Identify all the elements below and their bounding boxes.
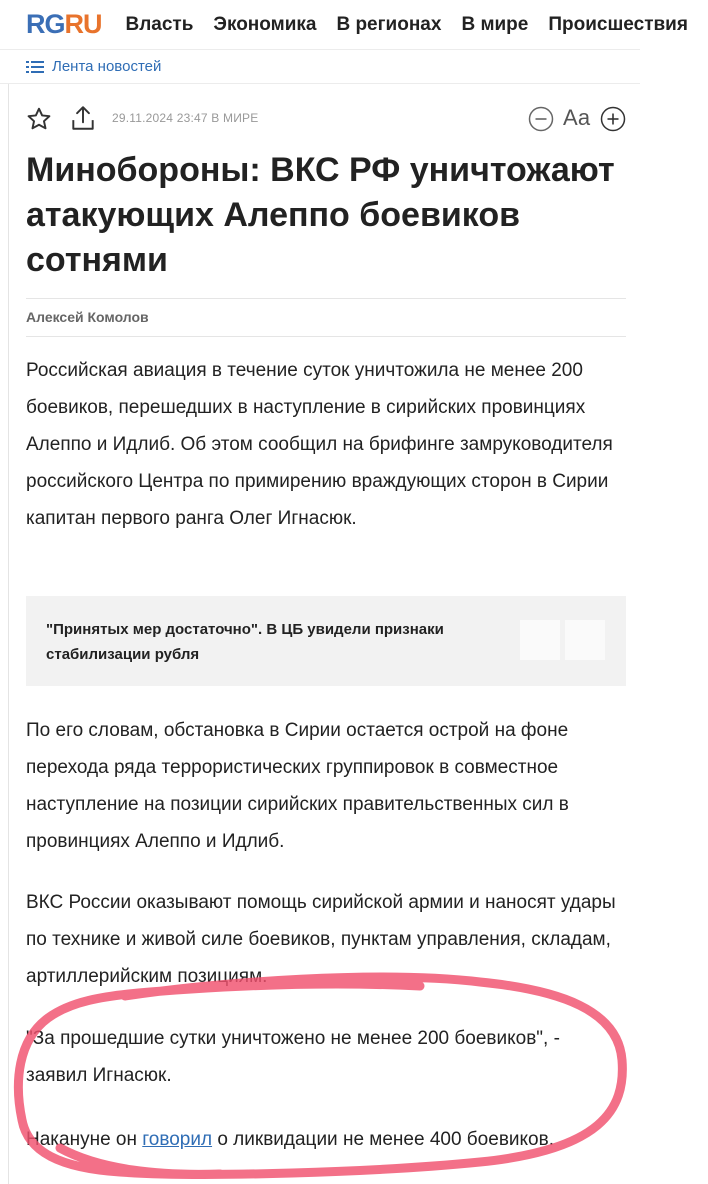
article-meta <box>112 111 258 125</box>
article-paragraph: Российская авиация в течение суток уничтожила не менее 200 боевиков, перешедших в наступление в сирийских провинциях Алеппо и Идлиб. Об этом сообщил на брифинге замруководителя российского Центра по примирению враждующих сторон в Сирии капитан первого ранга Олег Игнасюк. <box>26 360 613 529</box>
related-thumbnail <box>565 620 605 660</box>
divider <box>26 298 626 299</box>
nav-menu <box>126 14 708 36</box>
news-feed-link[interactable] <box>0 50 640 84</box>
minus-circle-icon[interactable] <box>528 106 554 132</box>
author-link[interactable]: Алексей Комолов <box>26 309 149 325</box>
news-feed-label: Лента новостей <box>52 58 162 75</box>
font-size-label: Аа <box>563 105 591 130</box>
inline-link[interactable]: говорил <box>142 1129 213 1150</box>
article-toolbar <box>26 104 626 134</box>
nav-item-incidents[interactable]: Происшествия <box>548 13 688 35</box>
rubric-link[interactable]: В МИРЕ <box>211 111 259 125</box>
divider <box>8 84 9 1184</box>
nav-item-vlast[interactable]: Власть <box>125 13 194 35</box>
top-navigation <box>0 0 688 50</box>
share-icon[interactable] <box>70 104 96 132</box>
article-paragraph: ВКС России оказывают помощь сирийской армии и наносят удары по технике и живой силе боевиков, пунктам управления, складам, артиллерийским позициям. <box>26 892 616 987</box>
article-quote-paragraph: "За прошедшие сутки уничтожено не менее 200 боевиков", - заявил Игнасюк. <box>26 1028 560 1086</box>
star-icon[interactable] <box>26 106 52 132</box>
divider <box>26 336 626 337</box>
logo[interactable]: RGRU <box>26 9 102 39</box>
list-icon <box>26 60 44 74</box>
related-thumbnail <box>520 620 560 660</box>
nav-item-world[interactable]: В мире <box>461 13 529 35</box>
plus-circle-icon[interactable] <box>600 106 626 132</box>
article-paragraph: По его словам, обстановка в Сирии остается острой на фоне перехода ряда террористических группировок в совместное наступление на позиции сирийских правительственных сил в провинциях Алеппо и Идлиб. <box>26 720 569 852</box>
related-article-title: "Принятых мер достаточно". В ЦБ увидели признаки стабилизации рубля <box>46 621 444 663</box>
nav-item-ekonomika[interactable]: Экономика <box>213 13 317 35</box>
article-paragraph: Накануне он говорил о ликвидации не менее 400 боевиков. <box>26 1129 554 1150</box>
publish-date: 29.11.2024 23:47 <box>112 111 208 125</box>
article-title: Минобороны: ВКС РФ уничтожают атакующих Алеппо боевиков сотнями <box>26 151 615 279</box>
nav-item-regions[interactable]: В регионах <box>336 13 442 35</box>
related-article-card[interactable] <box>26 596 626 686</box>
